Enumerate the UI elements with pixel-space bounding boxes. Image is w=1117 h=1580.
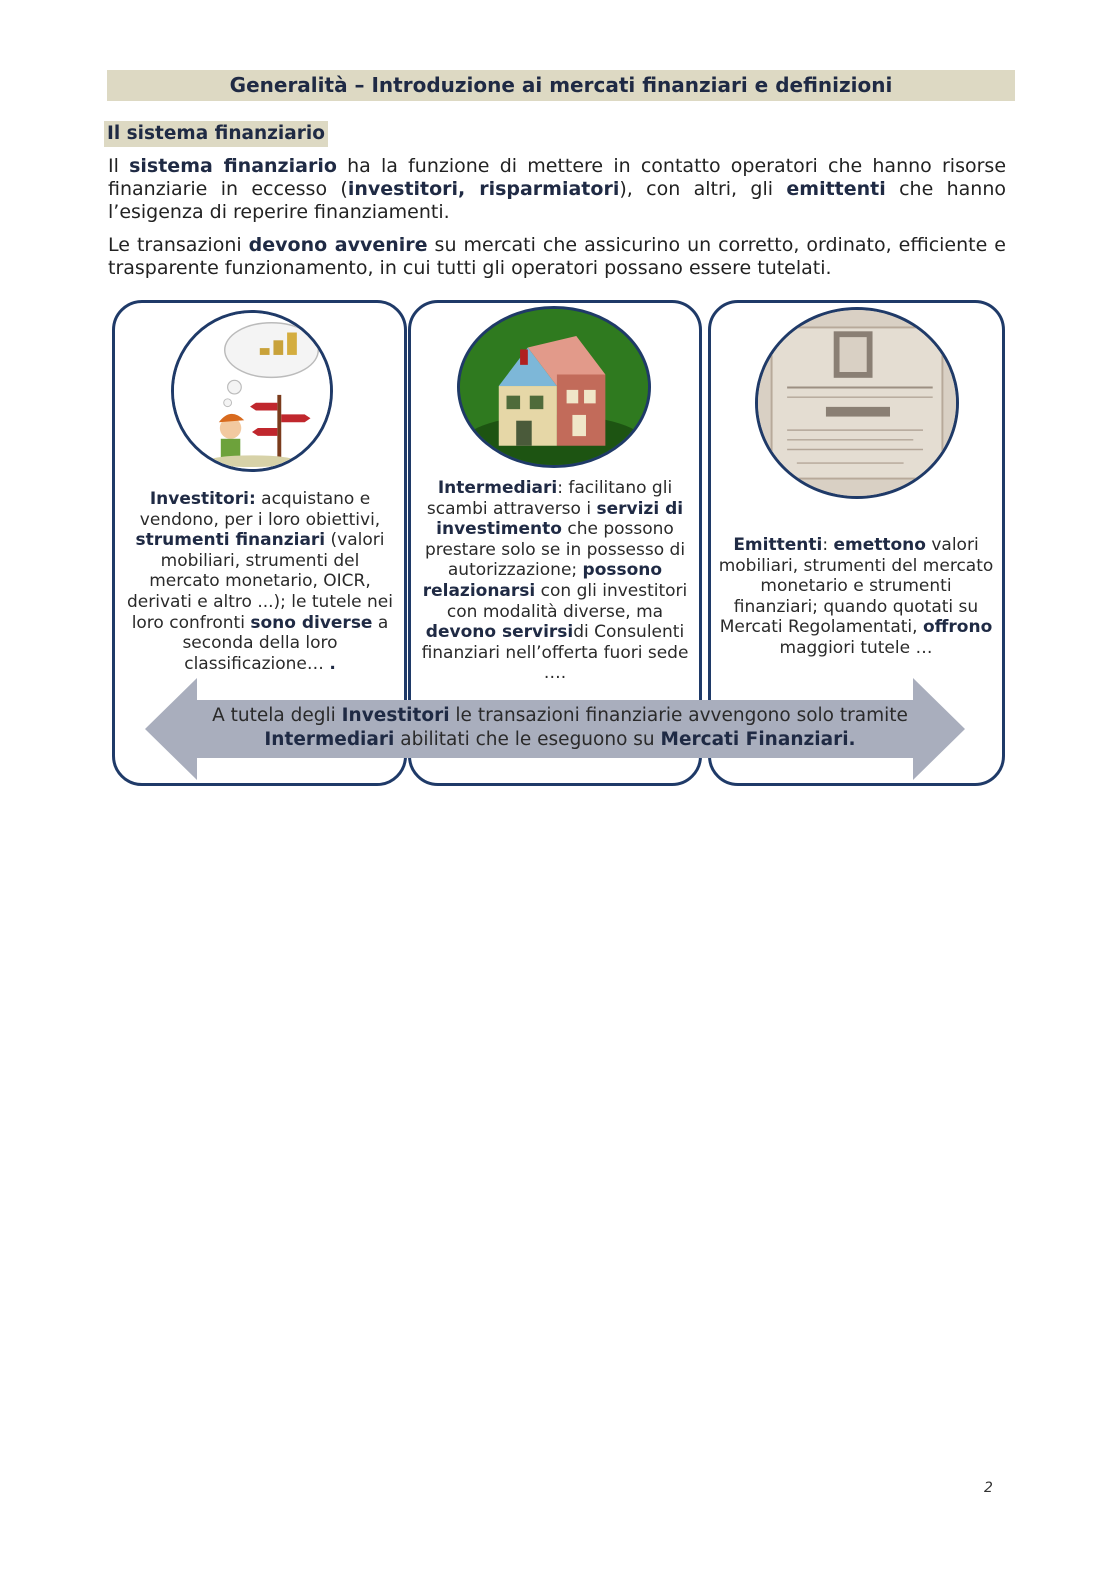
text-run: A tutela degli	[212, 705, 342, 726]
bold-run: offrono	[922, 617, 993, 638]
certificate-image	[755, 307, 959, 499]
text-run: ), con altri, gli	[619, 178, 787, 200]
text-run: : facilitano gli scambi attraverso i	[426, 478, 673, 519]
text-run: di Consulenti finanziari nell’offerta fuori sede ….	[421, 622, 689, 684]
text-run: che hanno l’esigenza di reperire finanziamenti.	[108, 178, 1007, 223]
text-run: Le transazioni	[108, 234, 249, 256]
page-banner	[107, 70, 1015, 101]
bold-run: emittenti	[786, 178, 886, 200]
bold-run: Intermediari	[437, 478, 558, 498]
text-run: che possono prestare solo se in possesso di autorizzazione;	[424, 519, 686, 581]
bold-run: sono diverse	[250, 612, 373, 633]
bold-run: investitori, risparmiatori	[347, 178, 620, 200]
transactions-paragraph	[108, 234, 1006, 280]
page-number: 2	[984, 1480, 993, 1496]
bold-run: servizi di investimento	[436, 498, 684, 540]
bold-run: Mercati Finanziari.	[660, 729, 856, 750]
investor-illustration-icon	[174, 313, 330, 469]
text-run: a seconda della loro classificazione…	[182, 612, 389, 674]
bold-run: emettono	[833, 535, 926, 555]
intermediari-text	[417, 478, 693, 684]
house-illustration-icon	[460, 309, 648, 465]
text-run: :	[822, 535, 834, 555]
text-run: ha la funzione di mettere in contatto operatori che hanno risorse finanziarie in eccesso (	[108, 155, 1007, 200]
text-run: acquistano e vendono, per i loro obiettivi,	[139, 489, 381, 530]
bold-run: strumenti finanziari	[135, 530, 326, 551]
bold-run: Investitori	[341, 705, 450, 726]
text-run: su mercati che assicurino un corretto, ordinato, efficiente e trasparente funzionamento, in cui tutti gli operatori possano essere tutelati.	[108, 234, 1006, 279]
emittenti-text	[718, 535, 994, 659]
bold-run: devono servirsi	[425, 622, 574, 643]
text-run: Il	[108, 155, 130, 177]
section-title-text: Il sistema finanziario	[107, 123, 325, 144]
investitori-text	[126, 489, 394, 674]
text-run: valori mobiliari, strumenti del mercato monetario e strumenti finanziari; quando quotati su Mercati Regolamentati,	[718, 535, 994, 638]
text-run: maggiori tutele …	[779, 637, 933, 658]
text-run: le transazioni finanziarie avvengono solo tramite	[449, 705, 908, 726]
bold-run: devono avvenire	[248, 234, 428, 256]
bold-run: Emittenti	[733, 535, 823, 555]
bold-run: possono relazionarsi	[422, 560, 663, 601]
bold-run: .	[329, 653, 336, 674]
investor-image	[171, 310, 333, 472]
text-run: (valori mobiliari, strumenti del mercato monetario, OICR, derivati e altro ...); le tutele nei loro confronti	[127, 530, 393, 633]
text-run: abilitati che le eseguono su	[394, 729, 661, 750]
arrow-caption	[200, 704, 920, 752]
intro-paragraph	[108, 155, 1006, 224]
bold-run: sistema finanziario	[129, 155, 337, 177]
text-run: con gli investitori con modalità diverse, ma	[446, 580, 688, 622]
bold-run: Intermediari	[264, 729, 395, 750]
banner-title: Generalità – Introduzione ai mercati finanziari e definizioni	[229, 73, 893, 97]
house-image	[457, 306, 651, 468]
certificate-illustration-icon	[758, 310, 956, 496]
section-title	[104, 121, 328, 147]
bold-run: Investitori:	[149, 489, 256, 509]
